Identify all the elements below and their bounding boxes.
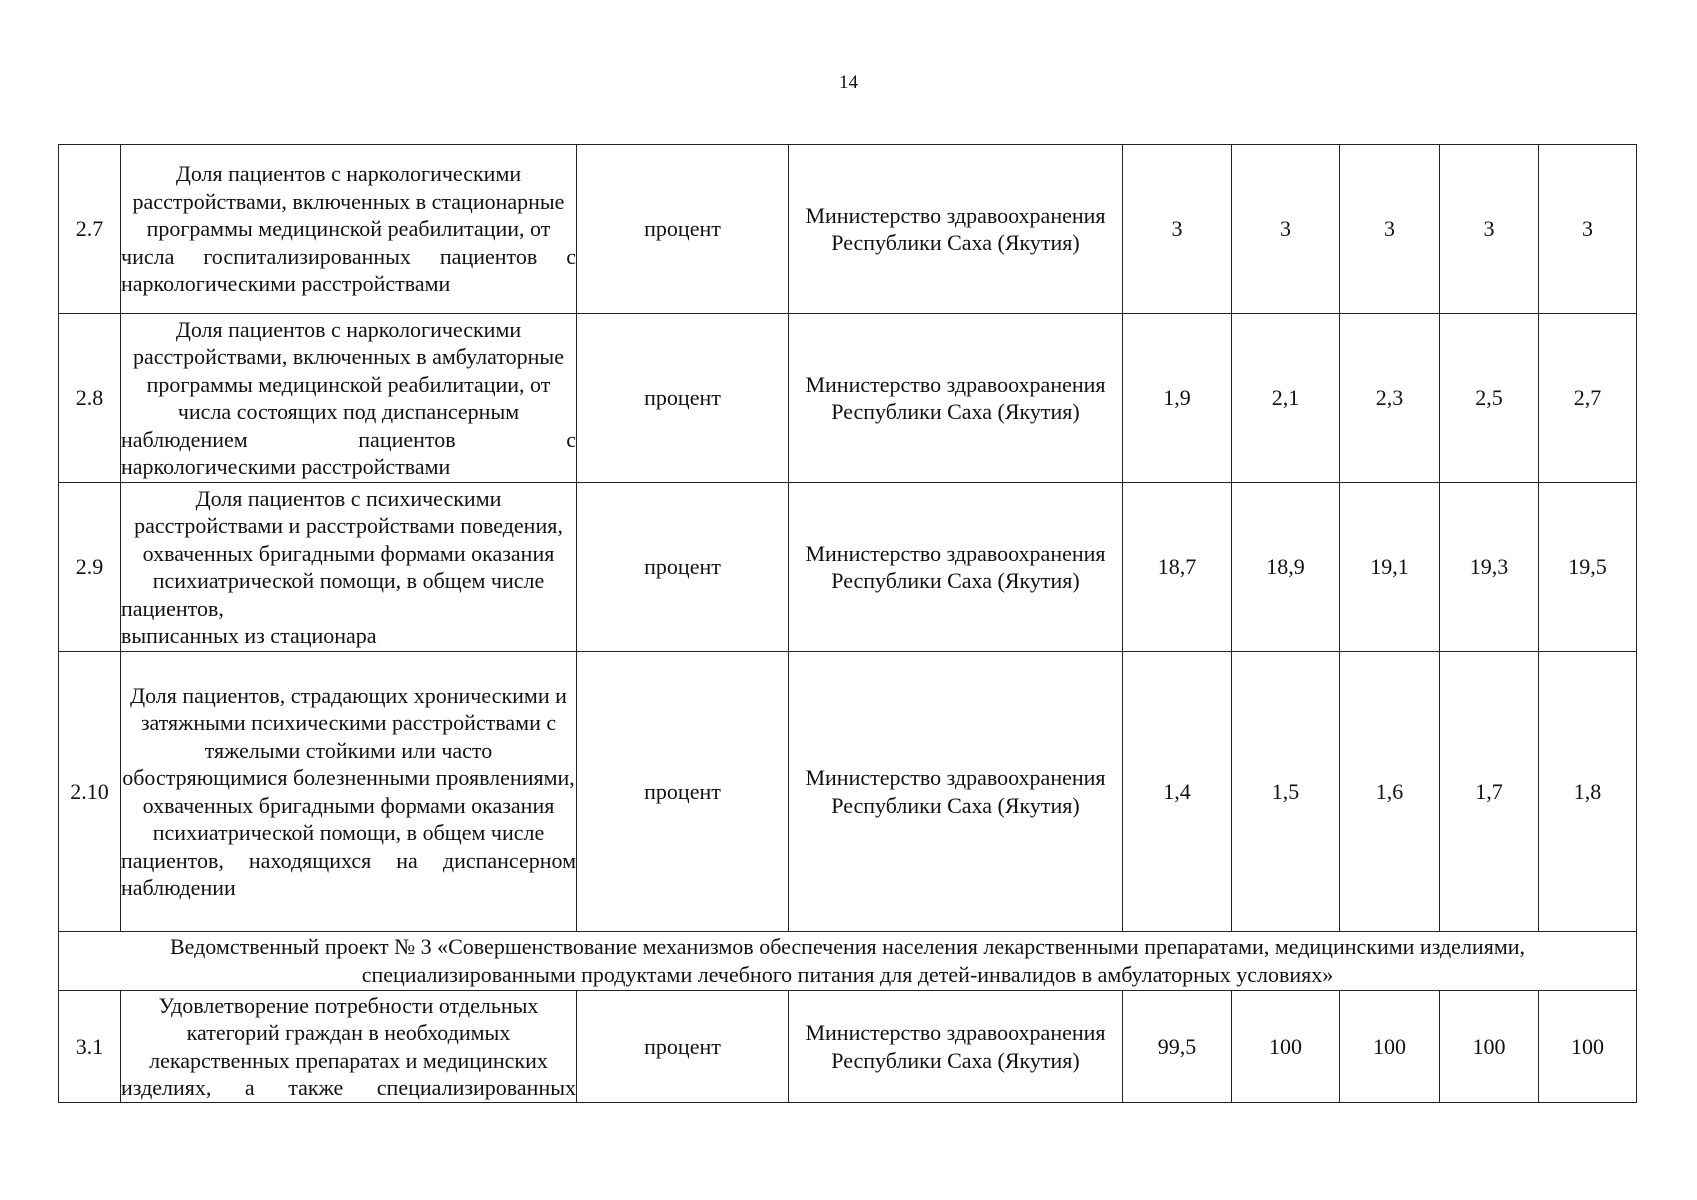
value-cell: 1,6 — [1340, 652, 1440, 932]
table-row — [59, 652, 1637, 932]
row-number: 2.7 — [59, 145, 121, 314]
description-text: Доля пациентов, страдающих хроническими и затяжными психическими расстройствами с тяжелыми стойкими или часто обостряющимися болезненными проявлениями, охваченных бригадными формами оказания психиатрической помощи, в общем числе пациентов, находящихся на диспансерном — [121, 682, 576, 873]
description-text: Доля пациентов с психическими расстройствами и расстройствами поведения, охваченных бригадными формами оказания психиатрической помощи, в общем числе пациентов, — [121, 485, 563, 621]
value-cell: 100 — [1232, 991, 1340, 1103]
unit-cell: процент — [577, 314, 789, 483]
organization-cell: Министерство здравоохранения Республики Саха (Якутия) — [789, 991, 1123, 1103]
unit-cell: процент — [577, 652, 789, 932]
value-cell: 19,5 — [1539, 483, 1637, 652]
unit-cell: процент — [577, 991, 789, 1103]
description-last-line: наблюдении — [121, 875, 236, 900]
organization-cell: Министерство здравоохранения Республики Саха (Якутия) — [789, 314, 1123, 483]
value-cell: 2,1 — [1232, 314, 1340, 483]
organization-cell: Министерство здравоохранения Республики Саха (Якутия) — [789, 652, 1123, 932]
value-cell: 3 — [1539, 145, 1637, 314]
value-cell: 100 — [1340, 991, 1440, 1103]
value-cell: 1,4 — [1123, 652, 1232, 932]
unit-cell: процент — [577, 145, 789, 314]
project-header-line-2: специализированными продуктами лечебного питания для детей-инвалидов в амбулаторных условиях» — [361, 961, 1334, 987]
indicators-table — [58, 144, 1637, 1103]
value-cell: 100 — [1440, 991, 1539, 1103]
table-row — [59, 483, 1637, 652]
indicator-description — [121, 991, 577, 1103]
value-cell: 2,7 — [1539, 314, 1637, 483]
table-row — [59, 314, 1637, 483]
row-number: 2.8 — [59, 314, 121, 483]
description-text: Удовлетворение потребности отдельных категорий граждан в необходимых лекарственных препаратах и медицинских изделиях, а также специализированных — [121, 992, 576, 1100]
row-number: 2.9 — [59, 483, 121, 652]
project-header-row — [59, 932, 1637, 991]
indicator-description — [121, 483, 577, 652]
value-cell: 1,7 — [1440, 652, 1539, 932]
value-cell: 1,5 — [1232, 652, 1340, 932]
value-cell: 19,3 — [1440, 483, 1539, 652]
unit-cell: процент — [577, 483, 789, 652]
project-header-line-1: Ведомственный проект № 3 «Совершенствование механизмов обеспечения населения лекарственными препаратами, медицинскими изделиями, — [169, 934, 1526, 959]
value-cell: 1,8 — [1539, 652, 1637, 932]
organization-cell: Министерство здравоохранения Республики Саха (Якутия) — [789, 145, 1123, 314]
value-cell: 2,5 — [1440, 314, 1539, 483]
value-cell: 2,3 — [1340, 314, 1440, 483]
description-text: Доля пациентов с наркологическими расстройствами, включенных в стационарные программы медицинской реабилитации, от числа госпитализированных пациентов с — [121, 161, 576, 269]
row-number: 2.10 — [59, 652, 121, 932]
value-cell: 19,1 — [1340, 483, 1440, 652]
indicator-description — [121, 652, 577, 932]
value-cell: 3 — [1123, 145, 1232, 314]
value-cell: 3 — [1232, 145, 1340, 314]
description-last-line: наркологическими расстройствами — [121, 271, 451, 297]
description-text: Доля пациентов с наркологическими расстройствами, включенных в амбулаторные программы медицинской реабилитации, от числа состоящих под диспансерным наблюдением пациентов с — [121, 316, 576, 452]
project-header-cell — [59, 932, 1637, 991]
page-number: 14 — [839, 72, 858, 93]
description-last-line: выписанных из стационара — [121, 623, 377, 648]
value-cell: 3 — [1340, 145, 1440, 314]
value-cell: 3 — [1440, 145, 1539, 314]
value-cell: 18,9 — [1232, 483, 1340, 652]
table-row — [59, 145, 1637, 314]
value-cell: 1,9 — [1123, 314, 1232, 483]
description-last-line: наркологическими расстройствами — [121, 454, 451, 479]
indicator-description — [121, 314, 577, 483]
row-number: 3.1 — [59, 991, 121, 1103]
value-cell: 18,7 — [1123, 483, 1232, 652]
value-cell: 99,5 — [1123, 991, 1232, 1103]
table-row — [59, 991, 1637, 1103]
organization-cell: Министерство здравоохранения Республики Саха (Якутия) — [789, 483, 1123, 652]
value-cell: 100 — [1539, 991, 1637, 1103]
indicator-description — [121, 145, 577, 314]
